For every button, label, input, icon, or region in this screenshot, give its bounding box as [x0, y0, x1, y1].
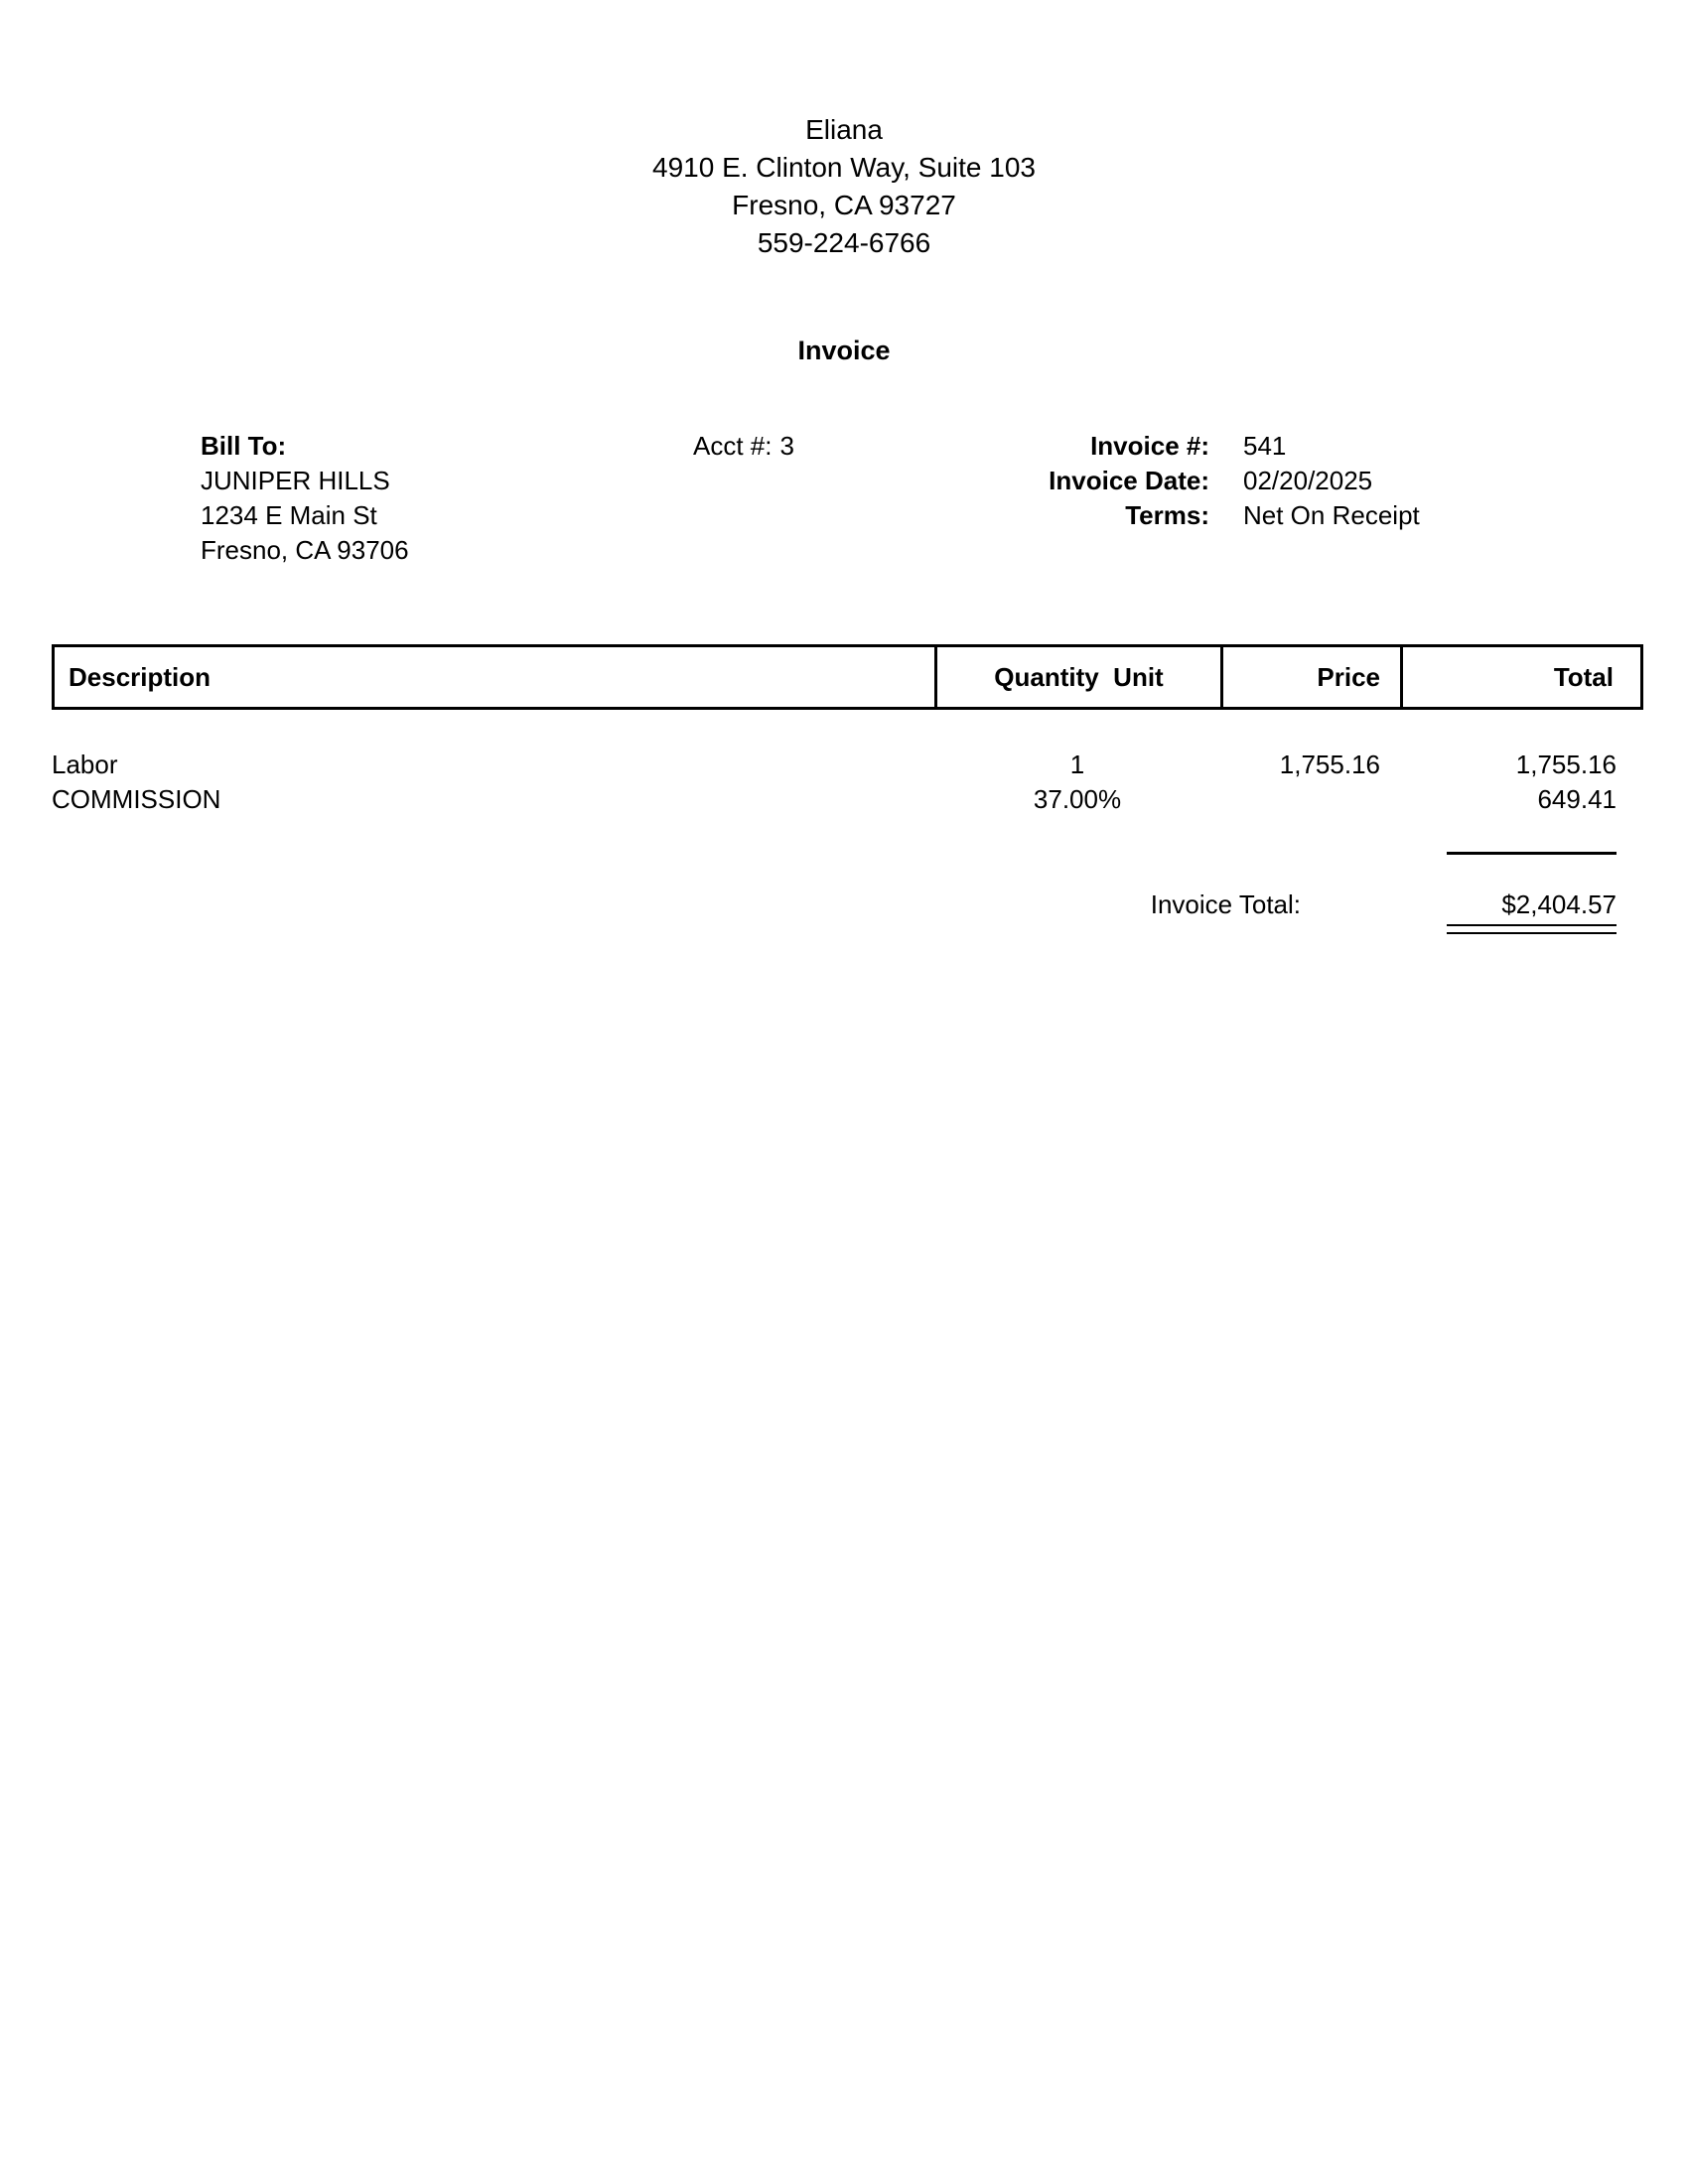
line-items-header	[52, 644, 1643, 710]
invoice-meta-block	[961, 429, 1420, 533]
bill-to-name: JUNIPER HILLS	[201, 466, 390, 495]
bill-to-label: Bill To:	[201, 431, 287, 461]
item-total: 649.41	[1537, 784, 1617, 814]
table-row	[52, 748, 1643, 782]
invoice-number-value: 541	[1243, 431, 1287, 461]
bill-to-block	[201, 429, 409, 568]
column-header-description: Description	[69, 661, 211, 692]
terms-value: Net On Receipt	[1243, 500, 1420, 530]
terms-label: Terms:	[1125, 500, 1209, 530]
account-label: Acct #:	[693, 431, 773, 461]
invoice-total-label: Invoice Total:	[1150, 889, 1301, 919]
bill-to-city: Fresno, CA 93706	[201, 535, 409, 565]
terms-row	[961, 498, 1420, 533]
company-address: 4910 E. Clinton Way, Suite 103	[652, 152, 1036, 183]
company-city: Fresno, CA 93727	[732, 190, 956, 220]
line-items-body	[52, 748, 1643, 817]
item-quantity: 37.00%	[1033, 784, 1122, 814]
column-header-quantity-unit: Quantity Unit	[934, 647, 1220, 707]
item-quantity: 1	[1069, 750, 1085, 779]
invoice-date-row	[961, 464, 1420, 498]
invoice-date-label: Invoice Date:	[1049, 466, 1209, 495]
company-name: Eliana	[805, 114, 883, 145]
invoice-total-value: $2,404.57	[1501, 889, 1617, 919]
account-value: 3	[779, 431, 794, 461]
invoice-number-row	[961, 429, 1420, 464]
table-row	[52, 782, 1643, 817]
invoice-date-value: 02/20/2025	[1243, 466, 1373, 495]
invoice-number-label: Invoice #:	[1090, 431, 1209, 461]
item-total: 1,755.16	[1515, 750, 1617, 779]
item-price	[1220, 782, 1400, 817]
column-header-price: Price	[1220, 647, 1400, 707]
grand-total-underline	[1447, 924, 1617, 926]
column-header-total: Total	[1400, 647, 1640, 707]
item-price: 1,755.16	[1279, 750, 1380, 779]
grand-total-double-rule	[1447, 932, 1617, 934]
account-number	[693, 429, 794, 464]
company-phone: 559-224-6766	[757, 227, 931, 258]
document-title: Invoice	[797, 336, 891, 365]
item-description: Labor	[52, 750, 118, 779]
company-header	[0, 111, 1688, 262]
item-description: COMMISSION	[52, 784, 221, 814]
subtotal-rule	[1447, 852, 1617, 855]
bill-to-address: 1234 E Main St	[201, 500, 377, 530]
